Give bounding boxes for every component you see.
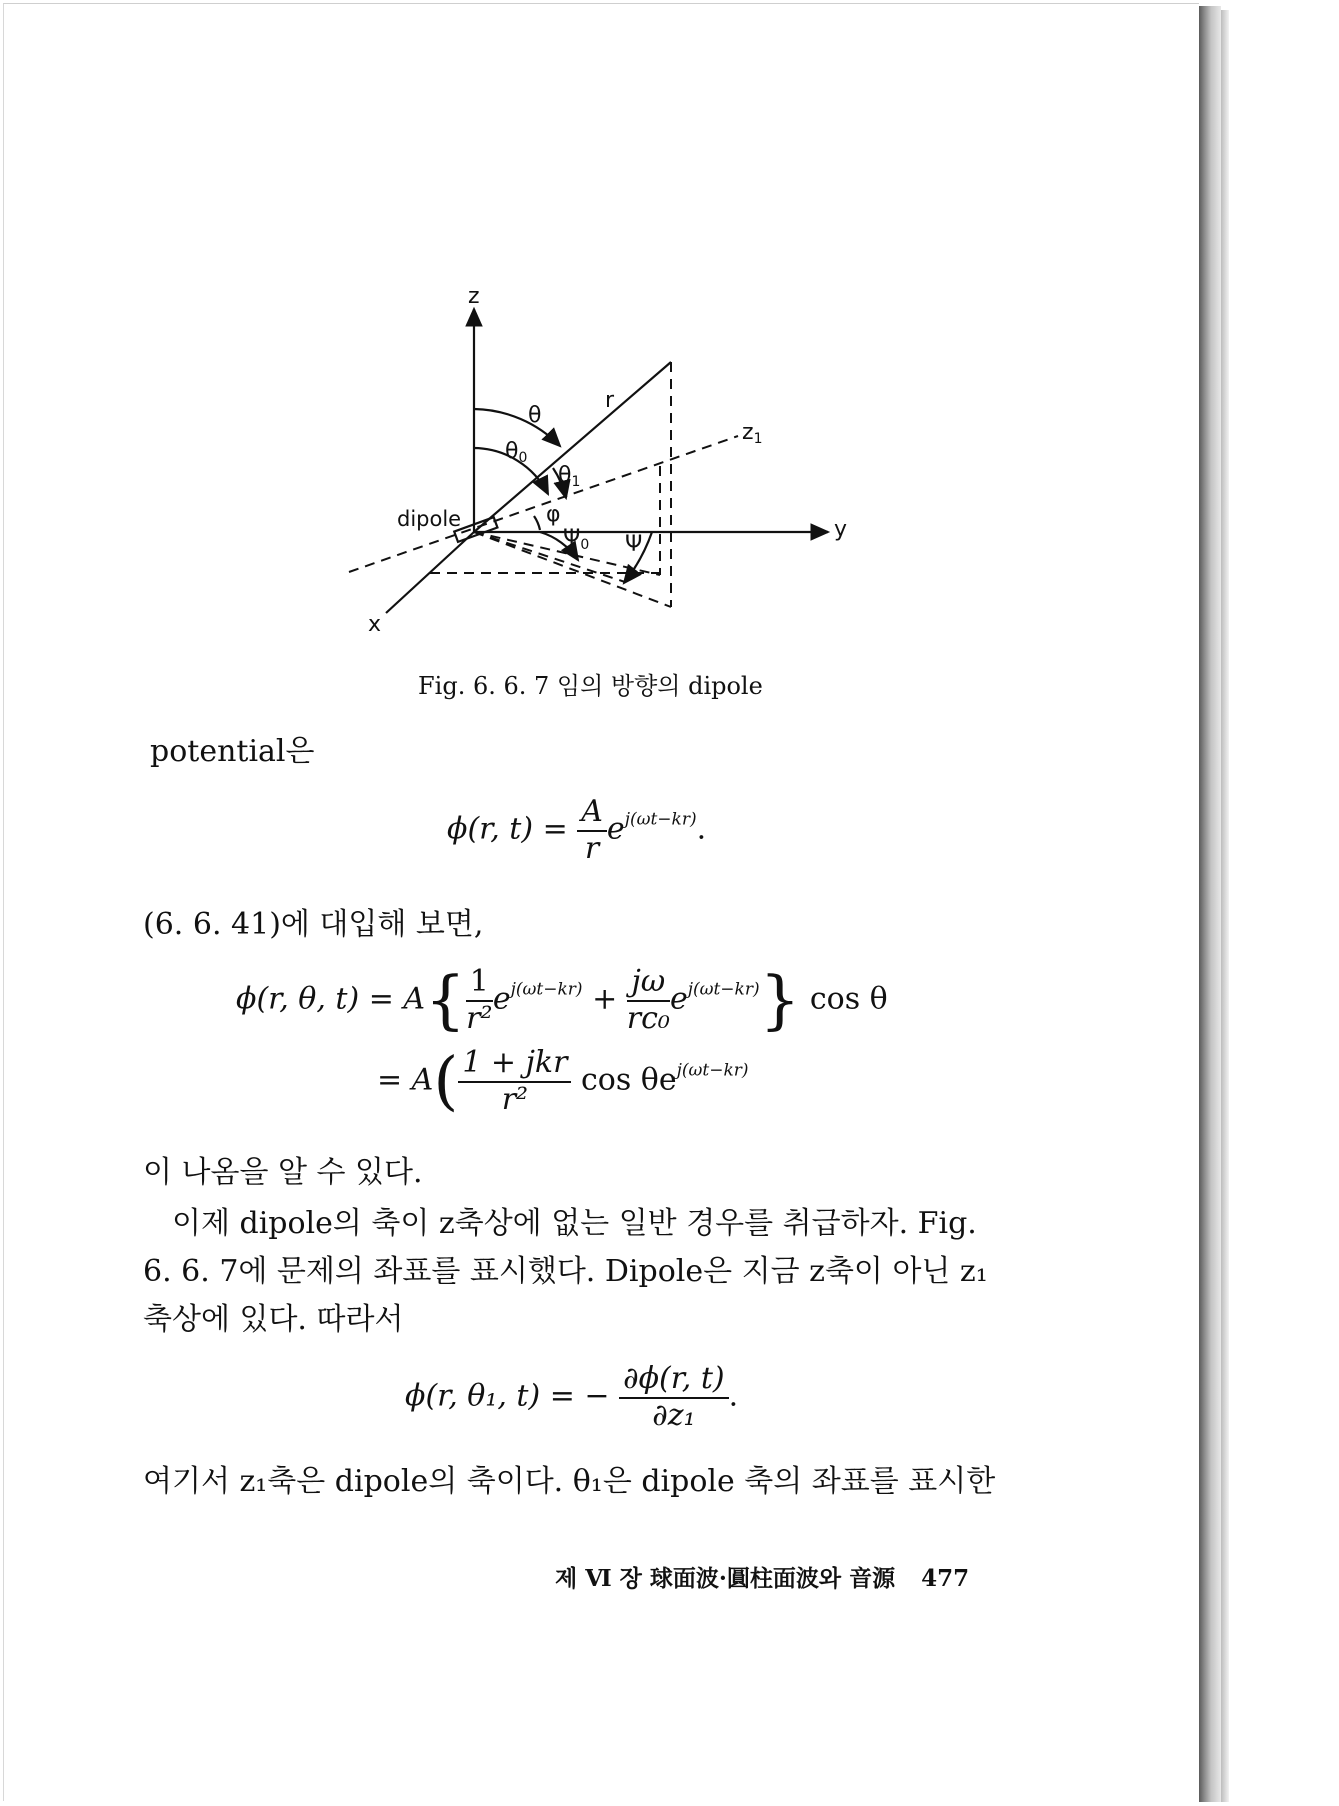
paragraph-result: 이 나옴을 알 수 있다. [143, 1155, 423, 1190]
figure-caption: Fig. 6. 6. 7 임의 방향의 dipole [418, 672, 763, 700]
r-vector [474, 362, 671, 532]
equation-2: ϕ(r, θ, t) = A{ $\frac{1}{\text{r²}}$ $e^{j(\omega t-kr)}$ + $\frac{j\omega}{\text{rc₀}}$ $e^{j(\omega t-kr)}$} cos θ [236, 963, 888, 1038]
paragraph-general-case-line2: 6. 6. 7에 문제의 좌표를 표시했다. Dipole은 지금 z축이 아닌 z₁ [143, 1254, 988, 1289]
label-theta: θ [528, 403, 542, 428]
label-r: r [605, 388, 615, 413]
equation-1: ϕ(r, t) = $\frac{A}{r}$ $e^{j(\omega t-kr)}$. [447, 794, 707, 866]
label-z: z [468, 284, 480, 309]
label-psi0: $\Psi_0$ [563, 526, 590, 553]
label-psi: Ψ [625, 532, 643, 557]
equation-4: ϕ(r, θ₁, t) = − $\frac{\partial\phi(r, t)}{\text{∂z₁}}$ . [405, 1361, 739, 1433]
paragraph-z1-axis: 여기서 z₁축은 dipole의 축이다. θ₁은 dipole 축의 좌표를 표시한 [143, 1464, 996, 1499]
page-number: 477 [921, 1565, 970, 1592]
paragraph-substitution: (6. 6. 41)에 대입해 보면, [143, 907, 484, 942]
label-z1: $z_1$ [742, 420, 763, 447]
paragraph-potential: potential은 [150, 734, 315, 769]
label-theta1: $\theta_1$ [558, 463, 581, 490]
equation-3: = A( $\frac{\text{1 + jkr}}{\text{r²}}$ $\cos \theta e^{j(\omega t-kr)}$ [377, 1044, 749, 1119]
z1-axis [349, 436, 738, 572]
label-y: y [834, 517, 848, 542]
paragraph-general-case-line1: 이제 dipole의 축이 z축상에 없는 일반 경우를 취급하자. Fig. [172, 1206, 977, 1241]
label-x: x [368, 612, 382, 637]
paragraph-general-case-line3: 축상에 있다. 따라서 [143, 1302, 404, 1337]
label-theta0: $\theta_0$ [505, 439, 528, 466]
phi-arc [534, 516, 540, 530]
running-footer [555, 1560, 969, 1593]
label-phi: φ [546, 502, 561, 527]
label-dipole: dipole [397, 507, 462, 531]
chapter-title: 제 Ⅵ 장 球面波·圓柱面波와 音源 [555, 1565, 896, 1592]
